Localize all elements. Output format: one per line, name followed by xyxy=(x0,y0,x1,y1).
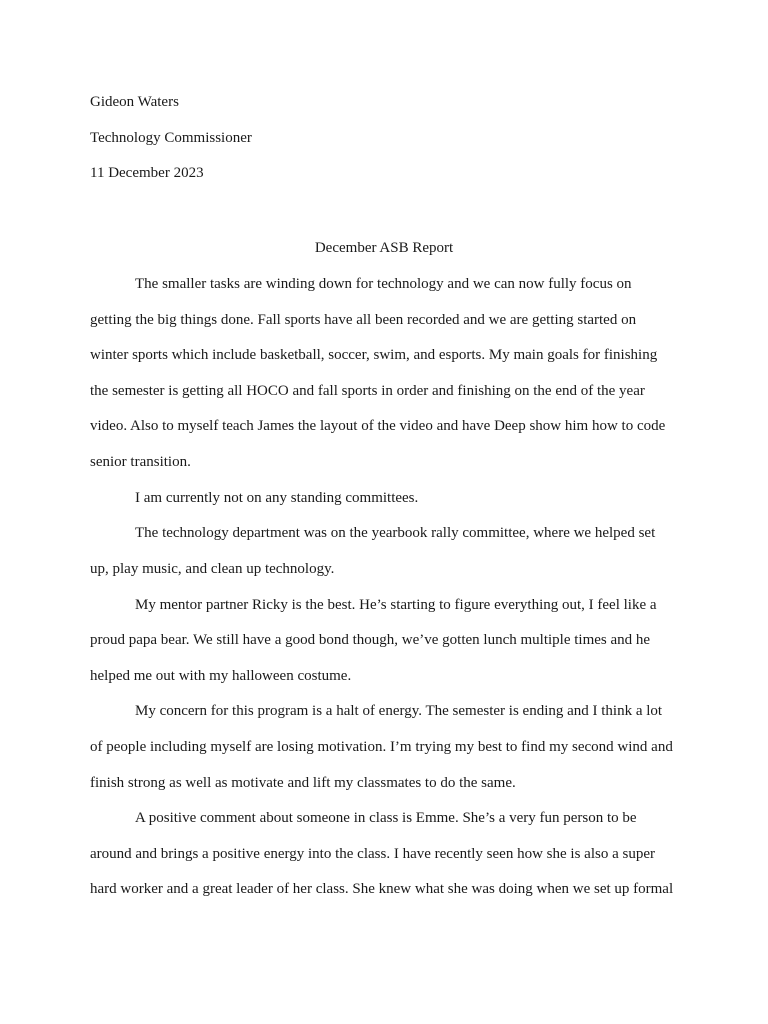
paragraph-line: getting the big things done. Fall sports have all been recorded and we are getting started on xyxy=(90,312,637,328)
paragraph-line: hard worker and a great leader of her class. She knew what she was doing when we set up formal xyxy=(90,881,674,897)
paragraph-line: The technology department was on the yearbook rally committee, where we helped set xyxy=(135,525,656,541)
paragraph-line: A positive comment about someone in class is Emme. She’s a very fun person to be xyxy=(135,810,637,826)
paragraph-line: of people including myself are losing motivation. I’m trying my best to find my second wind and xyxy=(90,739,673,755)
paragraph-line: My concern for this program is a halt of energy. The semester is ending and I think a lot xyxy=(135,703,663,719)
author-role: Technology Commissioner xyxy=(90,130,252,146)
paragraph-line: I am currently not on any standing committees. xyxy=(135,490,419,506)
paragraph-line: The smaller tasks are winding down for technology and we can now fully focus on xyxy=(135,276,632,292)
report-date: 11 December 2023 xyxy=(90,165,204,181)
paragraph-line: winter sports which include basketball, soccer, swim, and esports. My main goals for finishing xyxy=(90,347,658,363)
paragraph-line: senior transition. xyxy=(90,454,191,470)
paragraph-line: video. Also to myself teach James the layout of the video and have Deep show him how to code xyxy=(90,418,666,434)
paragraph-line: proud papa bear. We still have a good bond though, we’ve gotten lunch multiple times and he xyxy=(90,632,651,648)
paragraph-line: My mentor partner Ricky is the best. He’s starting to figure everything out, I feel like a xyxy=(135,597,657,613)
author-name: Gideon Waters xyxy=(90,94,179,110)
paragraph-line: up, play music, and clean up technology. xyxy=(90,561,335,577)
report-title: December ASB Report xyxy=(314,240,454,256)
paragraph-line: the semester is getting all HOCO and fall sports in order and finishing on the end of the year xyxy=(90,383,645,399)
paragraph-line: finish strong as well as motivate and lift my classmates to do the same. xyxy=(90,775,516,791)
paragraph-line: around and brings a positive energy into the class. I have recently seen how she is also a super xyxy=(90,846,655,862)
paragraph-line: helped me out with my halloween costume. xyxy=(90,668,352,684)
